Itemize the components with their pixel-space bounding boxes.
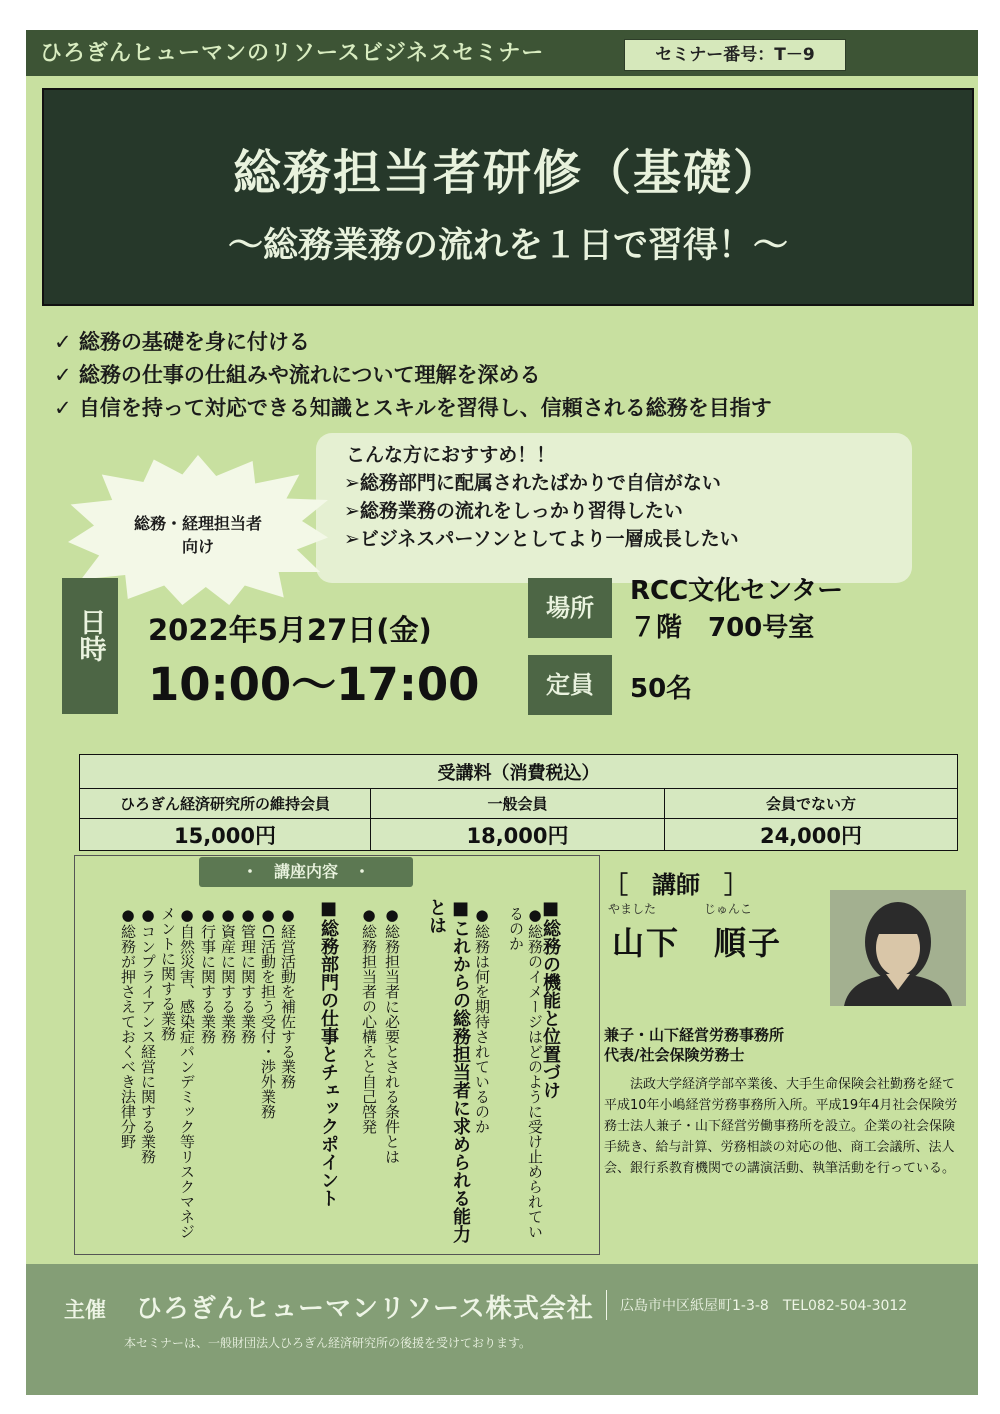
fee-price: 24,000円 xyxy=(665,819,958,851)
bullet-icon: ● xyxy=(259,906,277,924)
course-item: ●資産に関する業務 xyxy=(219,906,237,1044)
arrow-icon: ➢ xyxy=(344,472,360,494)
lecturer-heading: ［ 講師 ］ xyxy=(604,871,748,899)
venue-name: RCC文化センター xyxy=(630,576,844,606)
bullet-icon: ● xyxy=(199,906,217,924)
capacity-value: 50名 xyxy=(630,674,693,704)
checkmark-icon: ✓ xyxy=(54,396,72,420)
sponsor-name: ひろぎんヒューマンリソース株式会社 xyxy=(136,1294,594,1324)
recommend-item: ➢ビジネスパーソンとしてより一層成長したい xyxy=(344,528,739,550)
title-panel xyxy=(42,88,974,306)
course-item: ●CI活動を担う受付・渉外業務 xyxy=(259,906,277,1119)
bullet-icon: ● xyxy=(383,906,401,924)
subtitle: ～総務業務の流れを１日で習得！～ xyxy=(227,226,788,266)
fee-column-header: 会員でない方 xyxy=(665,789,958,819)
fee-column-header: ひろぎん経済研究所の維持会員 xyxy=(80,789,371,819)
arrow-icon: ➢ xyxy=(344,500,360,522)
course-item: ●総務は何を期待されているのか xyxy=(473,906,491,1134)
recommend-title: こんな方におすすめ！！ xyxy=(346,444,556,466)
sponsor-label: 主催 xyxy=(64,1298,106,1322)
course-item: ●経営活動を補佐する業務 xyxy=(279,906,297,1089)
square-bullet-icon: ■ xyxy=(540,898,561,919)
sponsor-address: 広島市中区紙屋町1-3-8 TEL082-504-3012 xyxy=(620,1298,908,1314)
goal-item: ✓ 自信を持って対応できる知識とスキルを習得し、信頼される総務を目指す xyxy=(54,396,772,420)
checkmark-icon: ✓ xyxy=(54,330,72,354)
bullet-icon: ● xyxy=(119,906,137,924)
bullet-icon: ● xyxy=(360,906,378,924)
fee-price: 15,000円 xyxy=(80,819,371,851)
bullet-icon: ● xyxy=(139,906,157,924)
lecturer-name: 山下 順子 xyxy=(612,924,783,962)
bullet-icon: ● xyxy=(526,906,544,924)
lecturer-title: 代表/社会保険労務士 xyxy=(604,1046,745,1064)
course-item: ●管理に関する業務 xyxy=(239,906,257,1044)
course-item: ●総務担当者の心構えと自己啓発 xyxy=(360,906,378,1134)
course-item: ●総務が押さえておくべき法律分野 xyxy=(119,906,137,1149)
seminar-series-title: ひろぎんヒューマンのリソースビジネスセミナー xyxy=(40,41,545,66)
square-bullet-icon: ■ xyxy=(450,898,471,919)
bullet-icon: ● xyxy=(219,906,237,924)
arrow-icon: ➢ xyxy=(344,528,360,550)
checkmark-icon: ✓ xyxy=(54,363,72,387)
course-item: ●コンプライアンス経営に関する業務 xyxy=(139,906,157,1164)
course-item: ●自然災害、感染症パンデミック等リスクマネジメントに関する業務 xyxy=(159,906,196,1239)
course-item: ●総務担当者に必要とされる条件とは xyxy=(383,906,401,1164)
datetime-label: 日時 xyxy=(62,578,118,714)
recommend-item: ➢総務部門に配属されたばかりで自信がない xyxy=(344,472,721,494)
seminar-number: セミナー番号：T－9 xyxy=(624,39,846,71)
bullet-icon: ● xyxy=(473,906,491,924)
course-item: ●行事に関する業務 xyxy=(199,906,217,1044)
course-heading: ・ 講座内容 ・ xyxy=(199,857,413,887)
support-note: 本セミナーは、一般財団法人ひろぎん経済研究所の後援を受けております。 xyxy=(124,1336,532,1350)
event-date: 2022年5月27日(金) xyxy=(148,613,432,647)
venue-label: 場所 xyxy=(528,578,612,638)
seminar-flyer xyxy=(26,30,978,1395)
course-item: ●総務のイメージはどのように受け止められているのか xyxy=(507,906,544,1239)
bullet-icon: ● xyxy=(239,906,257,924)
venue-room: ７階 700号室 xyxy=(630,613,815,643)
goal-list xyxy=(54,326,772,425)
goal-item: ✓ 総務の基礎を身に付ける xyxy=(54,330,310,354)
recommend-item: ➢総務業務の流れをしっかり習得したい xyxy=(344,500,683,522)
course-section-title: ■総務の機能と位置づけ xyxy=(540,898,561,1099)
event-time: 10:00～17:00 xyxy=(148,658,480,711)
lecturer-name-reading: やました じゅんこ xyxy=(608,902,753,916)
lecturer-bio: 法政大学経済学部卒業後、大手生命保険会社勤務を経て平成10年小嶋経営労務事務所入所。平成19年4月社会保険労務士法人兼子・山下経営労働事務所を設立。企業の社会保険手続き、給与計算、労務相談の対応の他、商工会議所、法人会、銀行系教育機関での講演活動、執筆活動を行っている。 xyxy=(604,1077,958,1176)
fee-column-header: 一般会員 xyxy=(371,789,665,819)
capacity-label: 定員 xyxy=(528,655,612,715)
fee-table xyxy=(79,754,958,851)
fee-title: 受講料（消費税込） xyxy=(80,755,958,789)
lecturer-photo xyxy=(830,890,966,1006)
course-section-title: ■これからの総務担当者に求められる能力とは xyxy=(426,898,471,1243)
bullet-icon: ● xyxy=(279,906,297,924)
course-section-title: ■総務部門の仕事とチェックポイント xyxy=(318,898,339,1207)
lecturer-affiliation: 兼子・山下経営労務事務所 xyxy=(604,1026,785,1044)
main-title: 総務担当者研修（基礎） xyxy=(232,145,783,201)
lecturer-portrait-icon xyxy=(830,890,966,1006)
footer-divider xyxy=(606,1290,607,1320)
fee-price: 18,000円 xyxy=(371,819,665,851)
target-audience: 総務・経理担当者 向け xyxy=(133,514,262,556)
square-bullet-icon: ■ xyxy=(318,898,339,919)
goal-item: ✓ 総務の仕事の仕組みや流れについて理解を深める xyxy=(54,363,541,387)
bullet-icon: ● xyxy=(178,906,196,924)
footer-band xyxy=(26,1264,978,1395)
